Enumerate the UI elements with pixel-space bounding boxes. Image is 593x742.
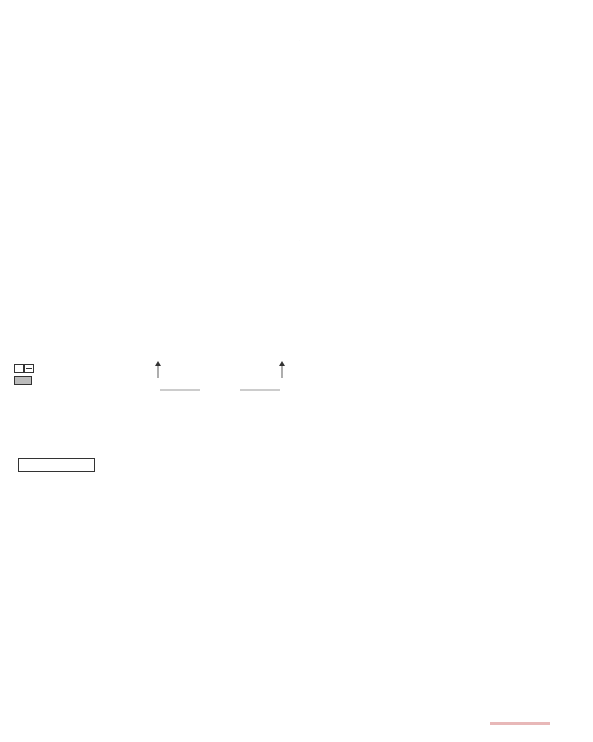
- cable-symbol-icon: [14, 376, 32, 385]
- spiral-binding: [0, 0, 14, 742]
- legend-wrap: [14, 376, 32, 385]
- step-illustration: [30, 476, 150, 546]
- watermark-bar: [490, 722, 550, 725]
- pattern-chart: [14, 40, 304, 360]
- sleeve-chart: [300, 18, 545, 708]
- legend-purl: [14, 364, 34, 373]
- edge-arrows: [150, 360, 300, 400]
- step-illustration: [30, 602, 150, 672]
- step-illustration: [160, 476, 280, 546]
- cable-symbol-box: [18, 458, 95, 472]
- step-illustration: [160, 602, 280, 672]
